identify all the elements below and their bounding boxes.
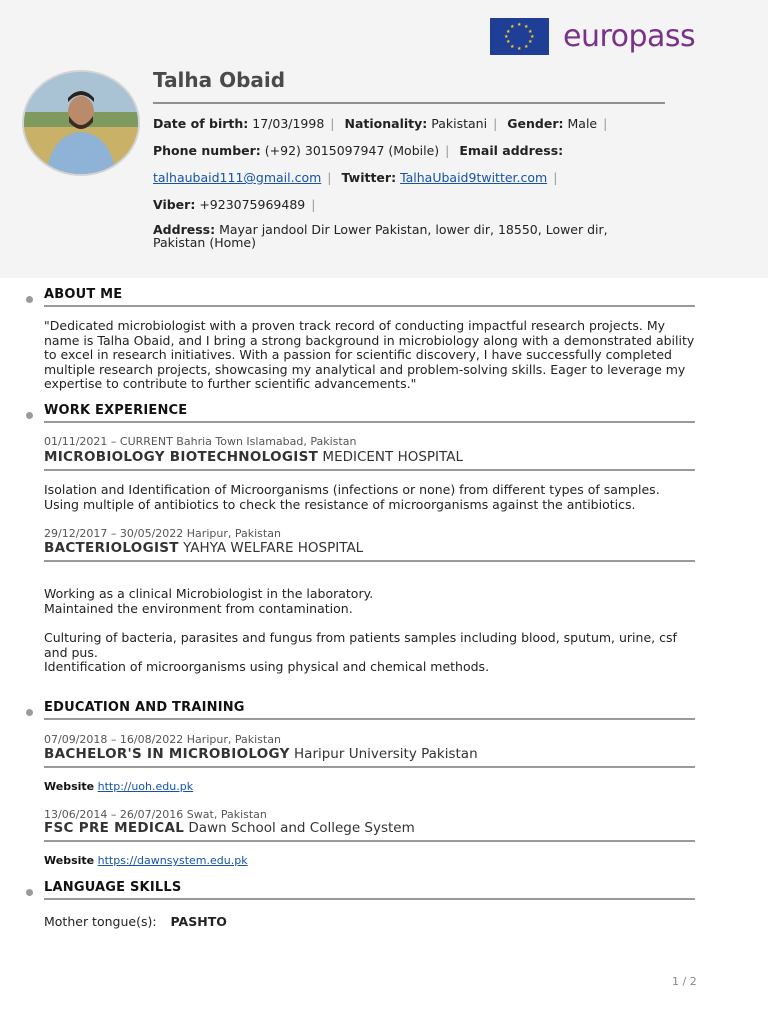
- section-divider: [44, 421, 695, 423]
- education-org: Haripur University Pakistan: [294, 746, 478, 762]
- mother-tongue-line: [44, 915, 695, 930]
- section-divider: [44, 305, 695, 307]
- name-divider: [153, 102, 665, 104]
- section-title-languages: LANGUAGE SKILLS: [44, 880, 182, 895]
- education-meta: 07/09/2018 – 16/08/2022 Haripur, Pakistan: [44, 733, 281, 746]
- job-divider: [44, 560, 695, 562]
- website-label: Website: [44, 780, 95, 793]
- viber-value: +923075969489: [199, 197, 306, 212]
- job-org: YAHYA WELFARE HOSPITAL: [183, 540, 364, 556]
- section-divider: [44, 718, 695, 720]
- education-title: [44, 746, 478, 762]
- section-bullet-icon: [26, 296, 33, 303]
- europass-wordmark: europass: [563, 19, 696, 54]
- mother-tongue-label: Mother tongue(s):: [44, 914, 157, 929]
- job-line: Isolation and Identification of Microorganisms (infections or none) from different types of samples.: [44, 482, 660, 497]
- job-line: Working as a clinical Microbiologist in the laboratory.: [44, 586, 374, 601]
- website-link[interactable]: http://uoh.edu.pk: [97, 780, 194, 793]
- person-name: Talha Obaid: [153, 68, 286, 92]
- profile-photo: [22, 70, 140, 176]
- nationality-label: Nationality:: [344, 116, 428, 131]
- eu-flag-icon: ★ ★ ★ ★ ★ ★ ★ ★ ★ ★ ★ ★: [490, 18, 549, 55]
- job-meta: 01/11/2021 – CURRENT Bahria Town Islamabad, Pakistan: [44, 435, 357, 448]
- viber-line: Viber: +923075969489 |: [153, 197, 316, 212]
- section-title-work: WORK EXPERIENCE: [44, 403, 188, 418]
- mother-tongue-value: PASHTO: [170, 914, 227, 929]
- section-bullet-icon: [26, 709, 33, 716]
- website-label: Website: [44, 854, 95, 867]
- education-degree: BACHELOR'S IN MICROBIOLOGY: [44, 746, 290, 762]
- education-divider: [44, 840, 695, 842]
- section-bullet-icon: [26, 412, 33, 419]
- education-degree: FSC PRE MEDICAL: [44, 820, 185, 836]
- job-line: Culturing of bacteria, parasites and fungus from patients samples including blood, sputum, urine, csf and pus.: [44, 630, 677, 660]
- email-label: Email address:: [459, 143, 564, 158]
- job-title: [44, 540, 363, 556]
- dob-value: 17/03/1998: [252, 116, 325, 131]
- job-role: BACTERIOLOGIST: [44, 540, 179, 556]
- job-meta: 29/12/2017 – 30/05/2022 Haripur, Pakistan: [44, 527, 281, 540]
- email-twitter-line: talhaubaid111@gmail.com | Twitter: TalhaUbaid9twitter.com |: [153, 170, 558, 185]
- phone-label: Phone number:: [153, 143, 261, 158]
- address-value: Mayar jandool Dir Lower Pakistan, lower dir, 18550, Lower dir, Pakistan (Home): [153, 222, 608, 250]
- email-link[interactable]: talhaubaid111@gmail.com: [153, 170, 322, 185]
- education-divider: [44, 766, 695, 768]
- address-block: [153, 223, 613, 249]
- job-role: MICROBIOLOGY BIOTECHNOLOGIST: [44, 449, 319, 465]
- dob-label: Date of birth:: [153, 116, 249, 131]
- job-line: Using multiple of antibiotics to check the resistance of microorganisms against the antibiotics.: [44, 496, 636, 512]
- job-description: [44, 483, 695, 512]
- job-line: Maintained the environment from contamination.: [44, 600, 353, 616]
- gender-value: Male: [567, 116, 598, 131]
- education-website: [44, 780, 193, 793]
- job-title: [44, 449, 463, 465]
- job-description: [44, 587, 695, 616]
- section-divider: [44, 898, 695, 900]
- about-text: "Dedicated microbiologist with a proven track record of conducting impactful research projects. My name is Talha Obaid, and I bring a strong background in microbiology along with a demonstrated ability to excel in research initiatives. With a passion for scientific discovery, I have successfully completed multiple research projects, showcasing my analytical and problem-solving skills. Eager to leverage my expertise to contribute to further scientific advancements.": [44, 318, 695, 391]
- job-description: [44, 631, 695, 675]
- education-website: [44, 854, 248, 867]
- section-title-education: EDUCATION AND TRAINING: [44, 700, 245, 715]
- twitter-label: Twitter:: [341, 170, 397, 185]
- gender-label: Gender:: [507, 116, 564, 131]
- education-org: Dawn School and College System: [188, 820, 415, 836]
- section-bullet-icon: [26, 889, 33, 896]
- page-number: 1 / 2: [672, 975, 697, 988]
- job-line: Identification of microorganisms using physical and chemical methods.: [44, 659, 490, 674]
- address-label: Address:: [153, 222, 216, 237]
- phone-email-line: Phone number: (+92) 3015097947 (Mobile) | Email address:: [153, 143, 564, 158]
- section-title-about: ABOUT ME: [44, 287, 123, 302]
- phone-value: (+92) 3015097947 (Mobile): [264, 143, 440, 158]
- personal-info-line: Date of birth: 17/03/1998 | Nationality: Pakistani | Gender: Male |: [153, 116, 608, 131]
- viber-label: Viber:: [153, 197, 196, 212]
- website-link[interactable]: https://dawnsystem.edu.pk: [97, 854, 248, 867]
- education-title: [44, 820, 415, 836]
- job-divider: [44, 469, 695, 471]
- europass-logo[interactable]: [490, 18, 695, 55]
- education-meta: 13/06/2014 – 26/07/2016 Swat, Pakistan: [44, 808, 267, 821]
- nationality-value: Pakistani: [431, 116, 488, 131]
- job-org: MEDICENT HOSPITAL: [322, 449, 463, 465]
- twitter-link[interactable]: TalhaUbaid9twitter.com: [400, 170, 548, 185]
